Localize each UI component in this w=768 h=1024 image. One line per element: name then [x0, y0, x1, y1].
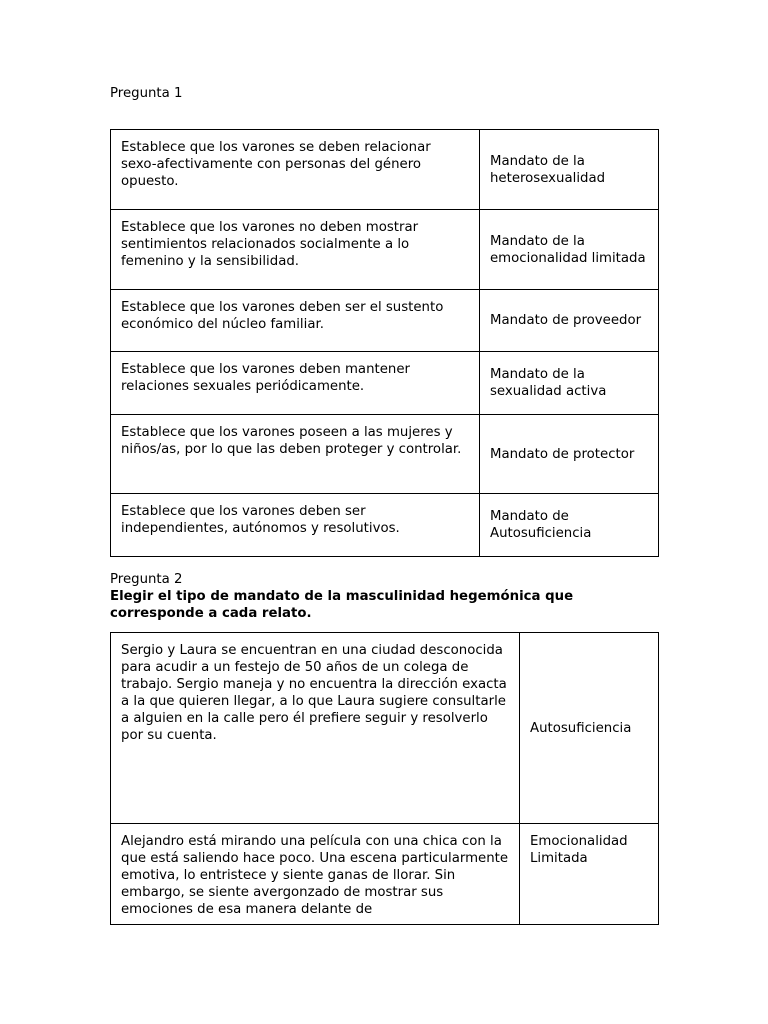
description-cell: Establece que los varones no deben mostrar sentimientos relacionados socialmente a lo femenino y la sensibilidad. — [111, 210, 480, 290]
mandate-cell: Mandato de la heterosexualidad — [480, 130, 659, 210]
table-row — [111, 130, 659, 210]
description-cell: Establece que los varones poseen a las mujeres y niños/as, por lo que las deben proteger y controlar. — [111, 415, 480, 494]
story-cell: Sergio y Laura se encuentran en una ciudad desconocida para acudir a un festejo de 50 años de un colega de trabajo. Sergio maneja y no encuentra la dirección exacta a la que quieren llegar, a lo que Laura sugiere consultarle a alguien en la calle pero él prefiere seguir y resolverlo por su cuenta. — [111, 633, 520, 824]
table-row — [111, 290, 659, 352]
table-row — [111, 824, 659, 925]
pregunta-1-table — [110, 129, 659, 557]
description-cell: Establece que los varones deben ser el sustento económico del núcleo familiar. — [111, 290, 480, 352]
answer-cell: Emocionalidad Limitada — [520, 824, 659, 925]
table-row — [111, 352, 659, 415]
mandate-cell: Mandato de la sexualidad activa — [480, 352, 659, 415]
mandate-cell: Mandato de proveedor — [480, 290, 659, 352]
pregunta-1-heading: Pregunta 1 — [110, 86, 183, 101]
pregunta-2-heading: Pregunta 2 — [110, 572, 183, 587]
story-cell — [111, 824, 520, 925]
mandate-cell: Mandato de protector — [480, 415, 659, 494]
story-text: Alejandro está mirando una película con una chica con la que está saliendo hace poco. Una escena particularmente emotiva, lo entristece y siente ganas de llorar. Sin embargo, se siente avergonzado de mostrar sus emociones de esa manera delante de — [121, 834, 509, 917]
pregunta-2-instruction: Elegir el tipo de mandato de la masculinidad hegemónica que corresponde a cada relato. — [110, 589, 574, 621]
table-row — [111, 210, 659, 290]
answer-cell: Autosuficiencia — [520, 633, 659, 824]
table-row — [111, 633, 659, 824]
pregunta-2-table — [110, 632, 659, 925]
description-cell: Establece que los varones deben mantener relaciones sexuales periódicamente. — [111, 352, 480, 415]
description-cell: Establece que los varones deben ser independientes, autónomos y resolutivos. — [111, 494, 480, 557]
table-row — [111, 415, 659, 494]
mandate-cell: Mandato de Autosuficiencia — [480, 494, 659, 557]
mandate-cell: Mandato de la emocionalidad limitada — [480, 210, 659, 290]
table-row — [111, 494, 659, 557]
description-cell: Establece que los varones se deben relacionar sexo-afectivamente con personas del género opuesto. — [111, 130, 480, 210]
